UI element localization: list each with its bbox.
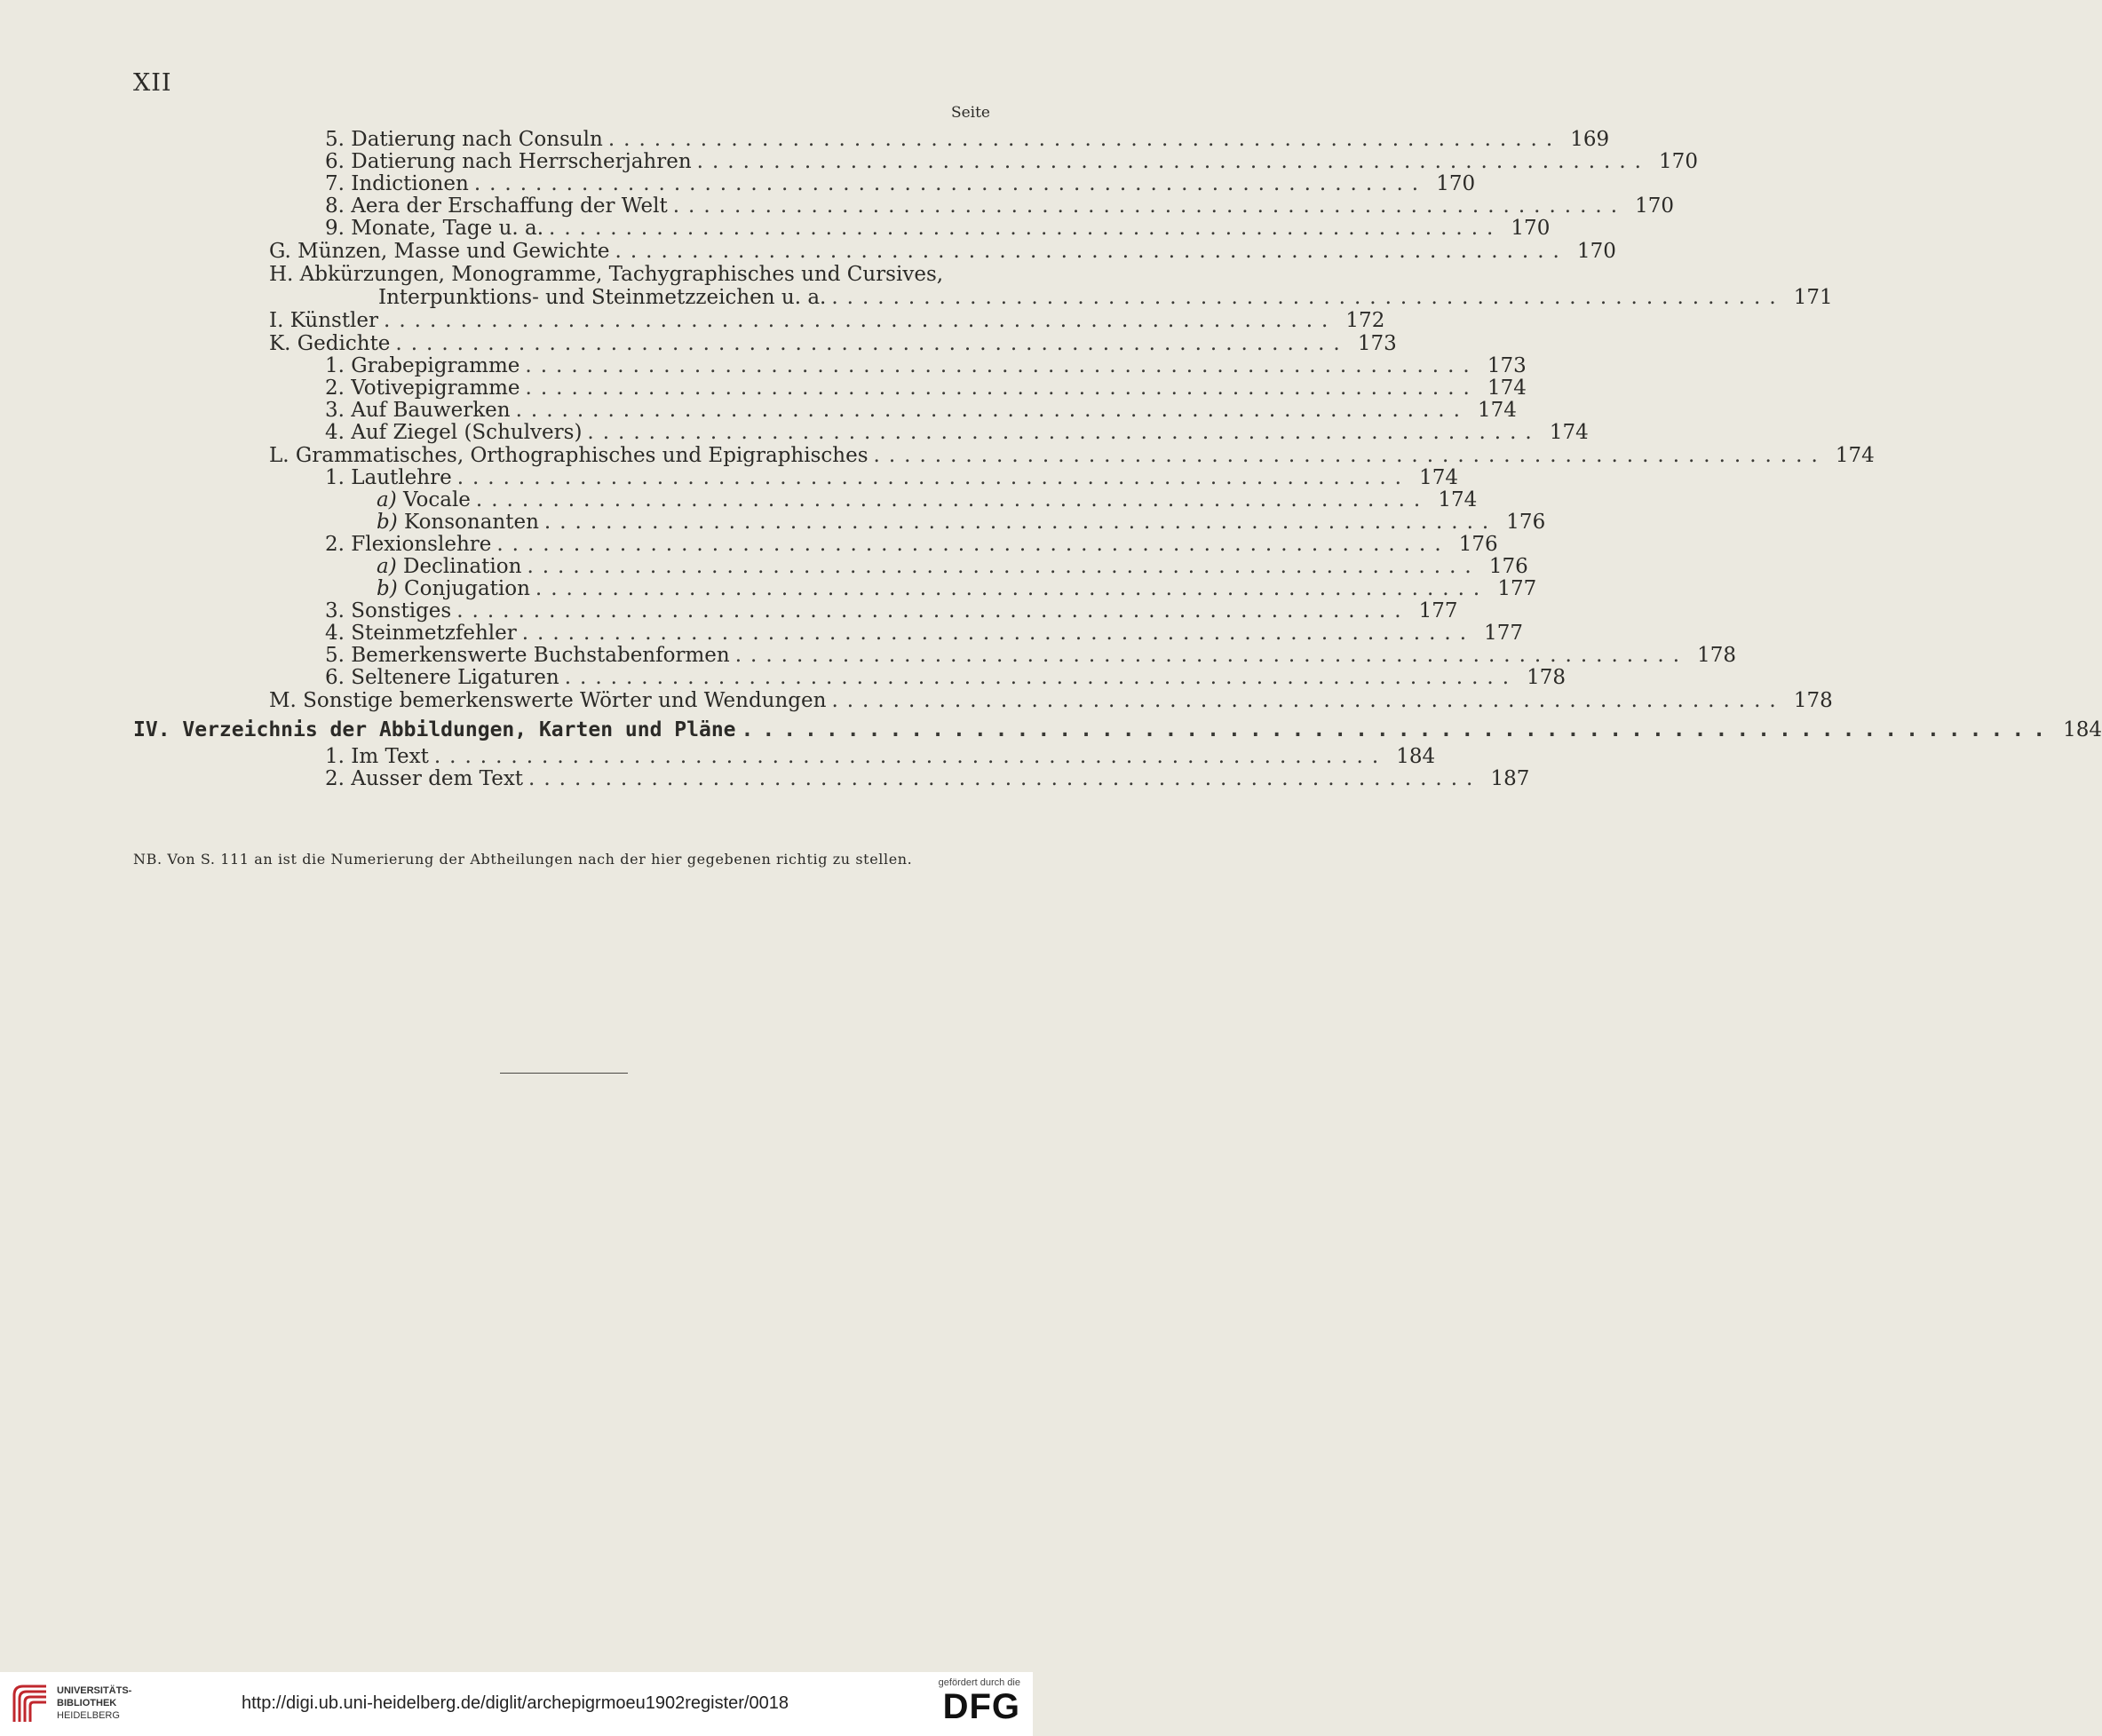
library-name-line3: HEIDELBERG [57,1710,120,1721]
toc-entry: 5. Bemerkenswerte Buchstabenformen .............................................................. 178 [325,644,1737,667]
toc-entry: 9. Monate, Tage u. a. .............................................................. 170 [325,217,1551,240]
library-name-line1: UNIVERSITÄTS- [57,1685,132,1696]
toc-section-k: K. Gedichte .............................................................. 173 [269,332,1397,355]
library-name [57,1684,131,1722]
toc-chapter-iv: IV. Verzeichnis der Abbildungen, Karten und Pläne .............................................................. 184 [133,718,2102,741]
toc-subentry: a) Vocale .............................................................. 174 [377,488,1478,511]
toc-entry: 6. Datierung nach Herrscherjahren .............................................................. 170 [325,150,1698,173]
toc-entry: 2. Votivepigramme .............................................................. 174 [325,377,1527,400]
toc-section-l: L. Grammatisches, Orthographisches und Epigraphisches .............................................................. 174 [269,444,1875,467]
footnote: NB. Von S. 111 an ist die Numerierung der Abtheilungen nach der hier gegebenen richtig zu stellen. [133,851,913,868]
toc-entry: 1. Grabepigramme .............................................................. 173 [325,354,1527,377]
seite-column-label: Seite [950,104,990,122]
toc-entry: 7. Indictionen .............................................................. 170 [325,172,1476,195]
toc-entry: 5. Datierung nach Consuln .............................................................. 169 [325,128,1610,151]
toc-entry: 1. Im Text .............................................................. 184 [325,745,1436,768]
funded-by-text: gefördert durch die [938,1677,1020,1688]
toc-entry: 6. Seltenere Ligaturen .............................................................. 178 [325,666,1567,689]
toc-section-i: I. Künstler .............................................................. 172 [269,309,1385,332]
toc-entry: 1. Lautlehre .............................................................. 174 [325,466,1458,489]
toc-entry: 2. Ausser dem Text .............................................................. 187 [325,767,1530,790]
toc-section-h-line2: Interpunktions- und Steinmetzzeichen u. a. .............................................................. 171 [378,286,1833,309]
toc-section-g: G. Münzen, Masse und Gewichte .............................................................. 170 [269,240,1616,263]
toc-section-m: M. Sonstige bemerkenswerte Wörter und Wendungen .............................................................. 178 [269,689,1833,712]
toc-entry: 4. Auf Ziegel (Schulvers) .............................................................. 174 [325,421,1589,444]
toc-subentry: a) Declination .............................................................. 176 [377,555,1528,578]
library-logo-icon [11,1683,50,1725]
toc-entry: 3. Auf Bauwerken .............................................................. 174 [325,399,1517,422]
toc-subentry: b) Conjugation .............................................................. 177 [377,577,1537,600]
toc-entry: 8. Aera der Erschaffung der Welt .............................................................. 170 [325,194,1675,218]
toc-section-h-line1: H. Abkürzungen, Monogramme, Tachygraphisches und Cursives, [269,263,944,286]
toc-subentry: b) Konsonanten .............................................................. 176 [377,511,1546,534]
footer-bar [0,1672,1033,1736]
divider-rule [500,1073,628,1074]
toc-entry: 2. Flexionslehre .............................................................. 176 [325,533,1498,556]
dfg-logo: DFG [942,1687,1020,1726]
library-name-line2: BIBLIOTHEK [57,1698,117,1708]
page-number: XII [133,69,172,97]
toc-entry: 4. Steinmetzfehler .............................................................. 177 [325,622,1524,645]
sponsor-block [914,1677,1020,1725]
source-url-link[interactable]: http://digi.ub.uni-heidelberg.de/diglit/archepigrmoeu1902register/0018 [242,1693,789,1713]
toc-entry: 3. Sonstiges .............................................................. 177 [325,599,1458,622]
